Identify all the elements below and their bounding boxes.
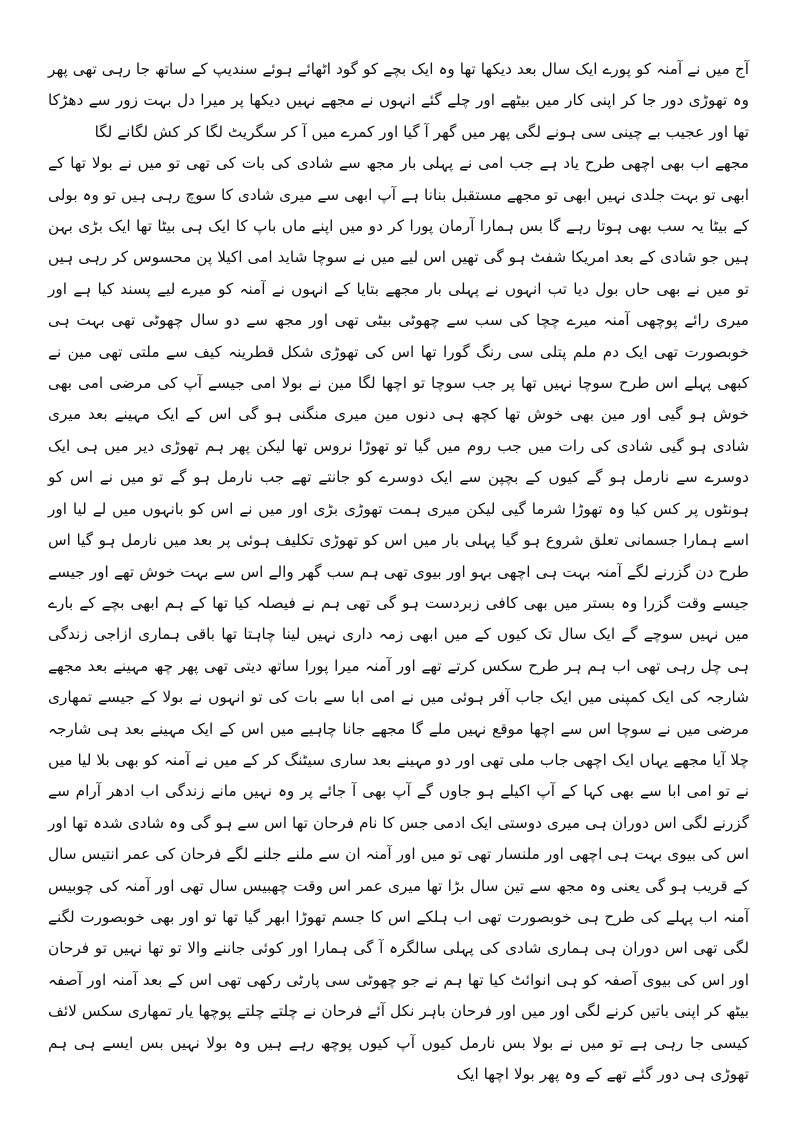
paragraph: مجھے اب بھی اچھی طرح یاد ہے جب امی نے پہلی بار مجھ سے شادی کی بات کی تھی تو میں نے بولا تھا کے ابھی تو بہت جلدی نہیں ابھی تو مجھے مستقبل بنانا ہے آپ ابھی سے میری شادی کا سوچ رہی ہیں تو وہ بولی کے بیٹا یہ سب بھی ہوتا رہے گا بس ہمارا آرمان پورا کر دو میں اپنے ماں باپ کا ایک ہی بیٹا تھا ایک بڑی بہن ہیں جو شادی کے بعد امریکا شفٹ ہو گی تھیں اس لیے میں نے سوچا شاید امی اکیلا پن محسوس کر رہی ہیں تو میں نے بھی حاں بول دیا تب انہوں نے پہلی بار مجھے بتایا کے انہوں نے آمنہ کو میرے لیے پسند کیا ہے اور میری رائے پوچھی آمنہ میرے چچا کی سب سے چھوٹی بیٹی تھی اور مجھ سے دو سال چھوٹی تھی بہت ہی خوبصورت تھی ایک دم ملم پتلی سی رنگ گورا تھا اس کی تھوڑی شکل قطرینہ کیف سے ملتی تھی مین نے کبھی پہلے اس طرح سوچا نہیں تھا پر جب سوچا تو اچھا لگا مین نے بولا امی جیسے آپ کی مرضی امی بھی خوش ہو گیی اور مین بھی خوش تھا کچھ ہی دنوں مین میری منگنی ہو گی اس کے ایک مہینے بعد میری شادی ہو گیی شادی کی رات میں جب روم میں گیا تو تھوڑا نروس تھا لیکن پھر ہم تھوڑی دیر میں ہی ایک دوسرے سے نارمل ہو گے کیوں کے بچپن سے ایک دوسرے کو جانتے تھے جب نارمل ہو گے تو میں نے اس کو ہونٹوں پر کس کیا وہ تھوڑا شرما گیی لیکن میری ہمت تھوڑی بڑی اور میں نے اس کو بانہوں میں لے لیا اور اسے ہمارا جسمانی تعلق شروع ہو گیا پہلی بار میں اس کو تھوڑی تکلیف ہوئی پر بعد میں نارمل ہو گیا اس طرح دن گزرنے لگے آمنہ بہت ہی اچھی بہو اور بیوی تھی ہم سب گھر والے اس سے بہت خوش تھے اور جیسے جیسے وقت گزرا وہ بستر میں بھی کافی زبردست ہو گی تھی ہم نے فیصلہ کیا تھا کے ہم ابھی بچے کے بارے میں نہیں سوچے گے ایک سال تک کیوں کے میں ابھی زمہ داری نہیں لینا چاہتا تھا باقی ہماری ازاجی زندگی ہی چل رہی تھی اب ہم ہر طرح سکس کرتے تھے اور آمنہ میرا پورا ساتھ دیتی تھی پھر چھ مہینے بعد مجھے شارجہ کی ایک کمپنی میں ایک جاب آفر ہوئی میں نے امی ابا سے بات کی تو انہوں نے بولا کے جیسے تمھاری مرضی میں نے سوچا اس سے اچھا موقع نہیں ملے گا مجھے جانا چاہیے میں اس کے ایک مہینے بعد ہی شارجہ چلا آیا مجھے یہاں ایک اچھی جاب ملی تھی اور دو مہینے بعد ساری سیٹنگ کر کے میں نے آمنہ کو بھی بلا لیا میں نے تو امی ابا سے بھی کہا کے آپ اکیلے ہو جاوں گے آپ بھی آ جائے پر وہ نہیں مانے زندگی اب ادھر آرام سے گزرنے لگی اس دوران ہی میری دوستی ایک ادمی جس کا نام فرحان تھا اس سے ہو گی وہ شادی شدہ تھا اور اس کی بیوی بہت ہی اچھی اور ملنسار تھی تو میں اور آمنہ ان سے ملنے جلنے لگے فرحان کی عمر انتیس سال کے قریب ہو گی یعنی وہ مجھ سے تین سال بڑا تھا میری عمر اس وقت چھبیس سال تھی اور آمنہ کی چوبیس آمنہ اب پہلے کی طرح ہی خوبصورت تھی اب ہلکے اس کا جسم تھوڑا ابھر گیا تھا تو اور بھی خوبصورت لگنے لگی تھی اس دوران ہی ہماری شادی کی پہلی سالگرہ آ گی ہمارا اور کوئی جاننے والا تو تھا نہیں تو فرحان اور اس کی بیوی آصفہ کو ہی انوائٹ کیا تھا ہم نے جو چھوٹی سی پارٹی رکھی تھی اس کے بعد آمنہ اور آصفہ بیٹھ کر اپنی باتیں کرنے لگی اور میں اور فرحان باہر نکل آئے فرحان نے چلتے چلتے پوچھا یار تمھاری سکس لائف کیسی جا رہی ہے تو میں نے بولا بس نارمل کیوں آپ کیوں پوچھ رہے ہیں وہ بولا نہیں بس ایسے ہی ہم تھوڑی ہی دور گئے تھے کے وہ پھر بولا اچھا ایک [48, 154, 749, 1083]
body-text [48, 54, 749, 1090]
paragraph: آج میں نے آمنہ کو پورے ایک سال بعد دیکھا تھا وہ ایک بچے کو گود اٹھائے ہوئے سندیپ کے ساتھ جا رہی تھی پھر وہ تھوڑی دور جا کر اپنی کار میں بیٹھے اور چلے گئے انہوں نے مجھے نہیں دیکھا پر میرا دل بہت زور سے دھڑکا تھا اور عجیب بے چینی سی ہونے لگی پھر میں گھر آ گیا اور کمرے میں آ کر سگریٹ لگا کر کش لگانے لگا [48, 60, 749, 141]
